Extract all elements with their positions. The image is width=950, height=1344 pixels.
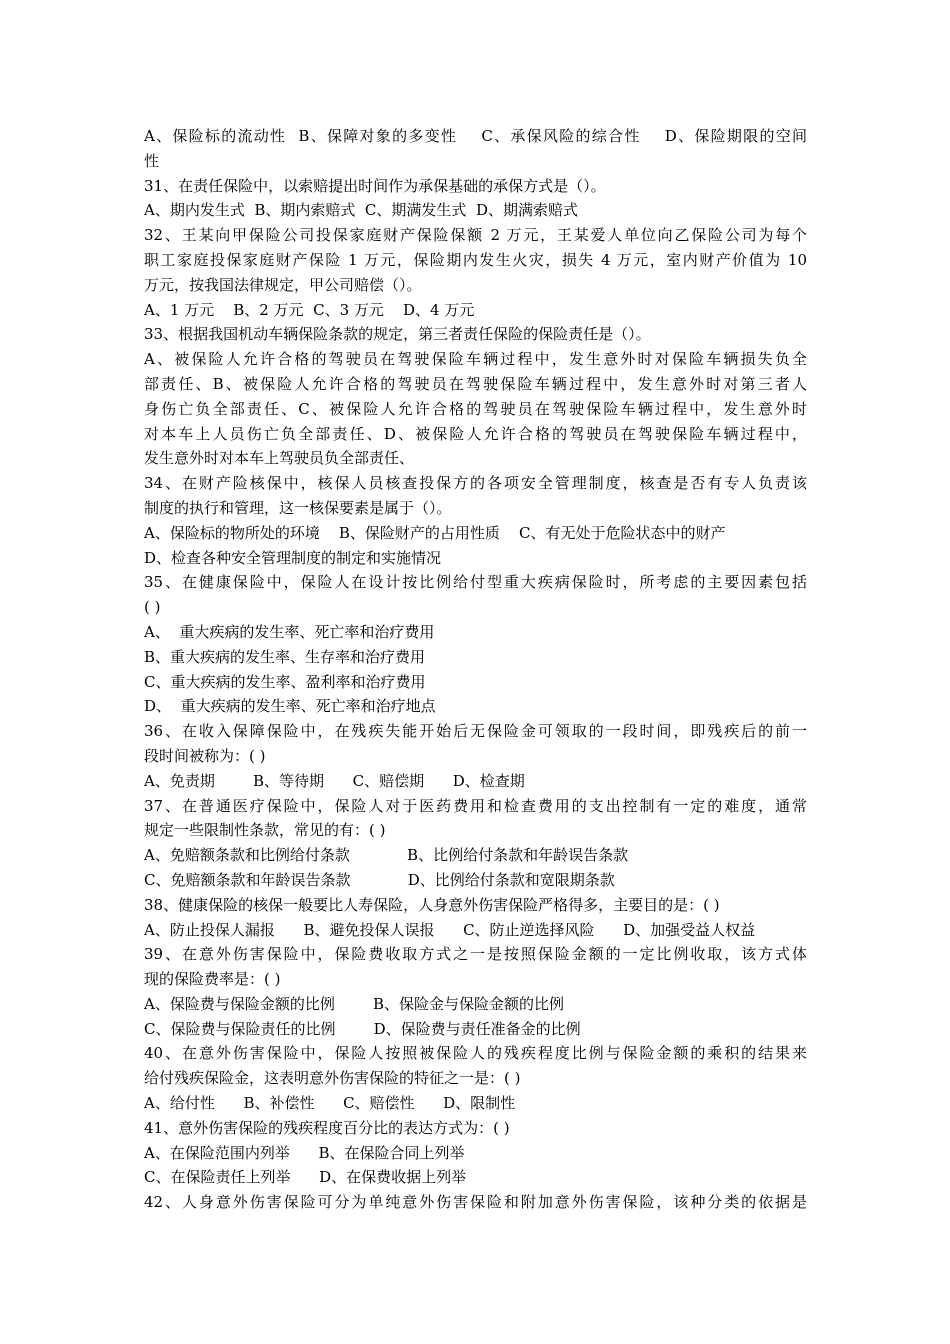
text-line: 32、王某向甲保险公司投保家庭财产保险保额 2 万元，王某爱人单位向乙保险公司为每个 (144, 226, 807, 245)
text-line: 42、人身意外伤害保险可分为单纯意外伤害保险和附加意外伤害保险，该种分类的依据是 (144, 1193, 807, 1212)
text-line: A、免责期 B、等待期 C、赔偿期 D、检查期 (144, 771, 525, 790)
text-line: 对本车上人员伤亡负全部责任、D、被保险人允许合格的驾驶员在驾驶保险车辆过程中， (144, 424, 807, 443)
text-line: A、1 万元 B、2 万元 C、3 万元 D、4 万元 (144, 300, 475, 319)
text-line: A、保险费与保险金额的比例 B、保险金与保险金额的比例 (144, 994, 565, 1013)
text-line: 现的保险费率是：( ) (144, 970, 281, 989)
text-line: 35、在健康保险中，保险人在设计按比例给付型重大疾病保险时，所考虑的主要因素包括 (144, 573, 807, 592)
text-line: A、在保险范围内列举 B、在保险合同上列举 (144, 1143, 465, 1162)
text-line: B、重大疾病的发生率、生存率和治疗费用 (144, 647, 426, 666)
text-line: 段时间被称为：( ) (144, 746, 266, 765)
text-line: A、给付性 B、补偿性 C、赔偿性 D、限制性 (144, 1094, 516, 1113)
text-line: C、保险费与保险责任的比例 D、保险费与责任准备金的比例 (144, 1019, 581, 1038)
text-line: A、防止投保人漏报 B、避免投保人误报 C、防止逆选择风险 D、加强受益人权益 (144, 920, 756, 939)
text-line: C、在保险责任上列举 D、在保费收据上列举 (144, 1168, 467, 1187)
text-line: 41、意外伤害保险的残疾程度百分比的表达方式为：( ) (144, 1118, 510, 1137)
text-line: D、 重大疾病的发生率、死亡率和治疗地点 (144, 697, 436, 716)
text-line: 给付残疾保险金，这表明意外伤害保险的特征之一是：( ) (144, 1069, 521, 1088)
text-line: 38、健康保险的核保一般要比人寿保险，人身意外伤害保险严格得多，主要目的是：( ) (144, 895, 720, 914)
text-line: ( ) (144, 598, 161, 617)
text-line: 身伤亡负全部责任、C、被保险人允许合格的驾驶员在驾驶保险车辆过程中，发生意外时 (144, 399, 807, 418)
text-line: 性 (144, 151, 160, 170)
text-line: 制度的执行和管理，这一核保要素是属于（）。 (144, 498, 452, 517)
text-line: 37、在普通医疗保险中，保险人对于医药费用和检查费用的支出控制有一定的难度，通常 (144, 796, 807, 815)
text-line: 31、在责任保险中，以索赔提出时间作为承保基础的承保方式是（）。 (144, 176, 606, 195)
text-line: A、 重大疾病的发生率、死亡率和治疗费用 (144, 622, 435, 641)
text-line: A、保险标的物所处的环境 B、保险财产的占用性质 C、有无处于危险状态中的财产 (144, 523, 726, 542)
text-line: A、被保险人允许合格的驾驶员在驾驶保险车辆过程中，发生意外时对保险车辆损失负全 (144, 350, 807, 369)
text-line: 36、在收入保障保险中，在残疾失能开始后无保险金可领取的一段时间，即残疾后的前一 (144, 722, 807, 741)
text-line: C、免赔额条款和年龄误告条款 D、比例给付条款和宽限期条款 (144, 870, 615, 889)
text-line: 万元，按我国法律规定，甲公司赔偿（）。 (144, 275, 422, 294)
text-line: C、重大疾病的发生率、盈利率和治疗费用 (144, 672, 426, 691)
text-line: 40、在意外伤害保险中，保险人按照被保险人的残疾程度比例与保险金额的乘积的结果来 (144, 1044, 807, 1063)
text-line: 发生意外时对本车上驾驶员负全部责任、 (144, 449, 415, 468)
text-line: A、保险标的流动性 B、保障对象的多变性 C、承保风险的综合性 D、保险期限的空间 (144, 127, 807, 145)
document-page (144, 124, 807, 1215)
text-line: 39、在意外伤害保险中，保险费收取方式之一是按照保险金额的一定比例收取，该方式体 (144, 945, 807, 964)
text-line: 部责任、B、被保险人允许合格的驾驶员在驾驶保险车辆过程中，发生意外时对第三者人 (144, 374, 807, 393)
text-line: D、检查各种安全管理制度的制定和实施情况 (144, 548, 442, 567)
text-line: A、免赔额条款和比例给付条款 B、比例给付条款和年龄误告条款 (144, 846, 629, 865)
text-line: 规定一些限制性条款，常见的有：( ) (144, 821, 386, 840)
text-line: A、期内发生式 B、期内索赔式 C、期满发生式 D、期满索赔式 (144, 201, 578, 220)
text-line: 34、在财产险核保中，核保人员核查投保方的各项安全管理制度，核查是否有专人负责该 (144, 474, 807, 493)
text-line: 职工家庭投保家庭财产保险 1 万元，保险期内发生火灾，损失 4 万元，室内财产价值为 10 (144, 250, 807, 269)
text-line: 33、根据我国机动车辆保险条款的规定，第三者责任保险的保险责任是（）。 (144, 325, 651, 344)
